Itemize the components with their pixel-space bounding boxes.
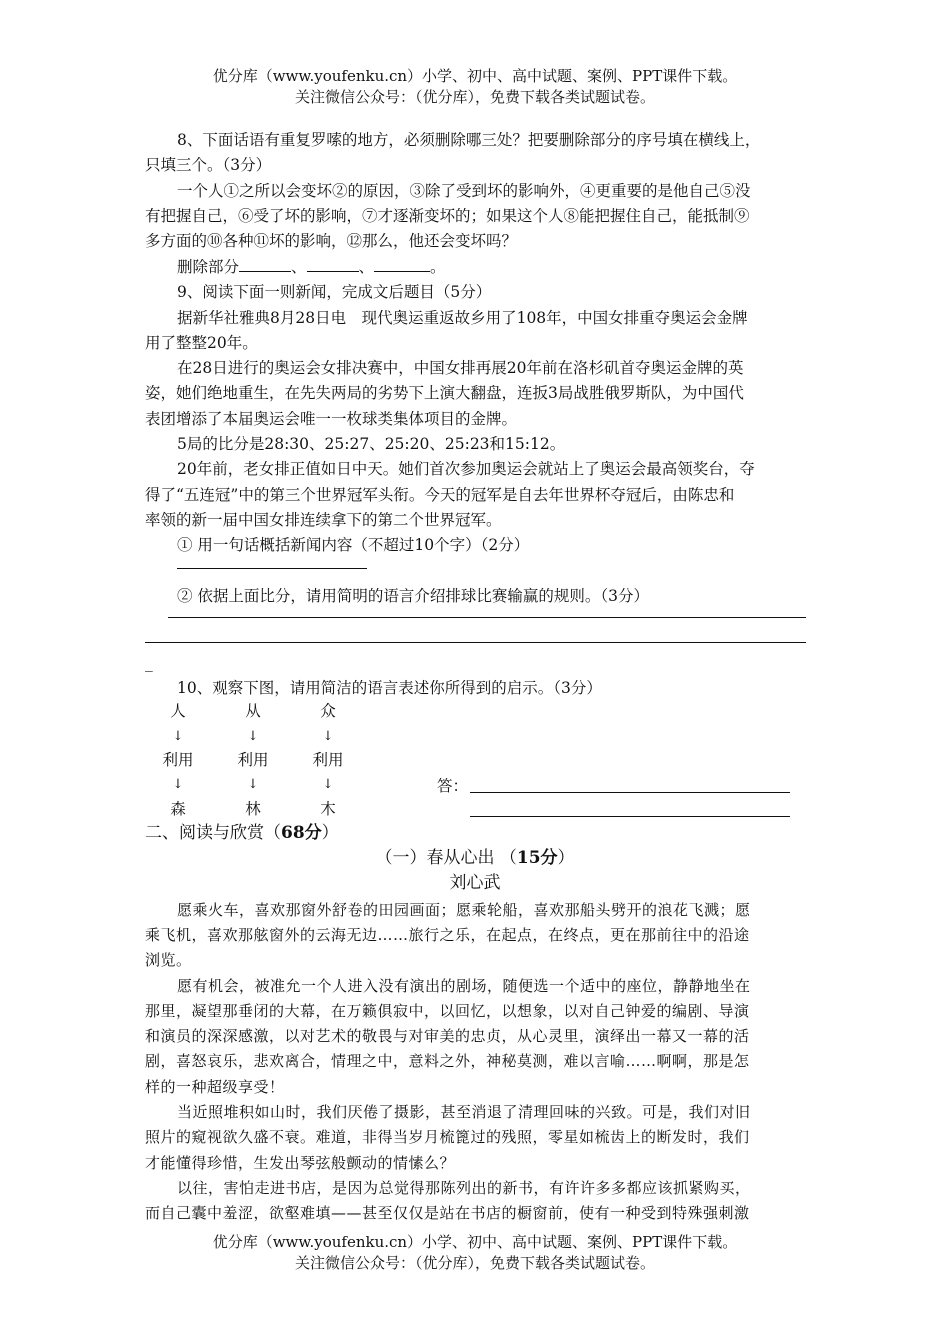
- essay-line: 当近照堆积如山时，我们厌倦了摄影，甚至消退了清理回味的兴致。可是，我们对旧: [177, 1103, 751, 1121]
- essay-line: 照片的窥视欲久盛不衰。难道，非得当岁月梳篦过的残照，零星如梳齿上的断发时，我们: [145, 1128, 750, 1146]
- q9-sub2: ② 依据上面比分，请用简明的语言介绍排球比赛输赢的规则。（3分）: [177, 587, 650, 605]
- essay-line: 才能懂得珍惜，生发出琴弦般颤动的情愫么？: [145, 1154, 456, 1172]
- diagram-top-2: 从: [245, 702, 261, 720]
- essay-line: 以往，害怕走进书店，是因为总觉得那陈列出的新书，有许许多多都应该抓紧购买，: [177, 1179, 751, 1197]
- q10-answer-label: 答：: [437, 777, 469, 795]
- essay-line: 愿乘火车，喜欢那窗外舒卷的田园画面；愿乘轮船，喜欢那船头劈开的浪花飞溅；愿: [177, 901, 751, 919]
- diagram-mid-1: 利用: [162, 751, 194, 769]
- diagram-mid-2: 利用: [237, 751, 269, 769]
- down-arrow-icon: ↓: [322, 729, 334, 744]
- essay-line: 而自己囊中羞涩，欲壑难填——甚至仅仅是站在书店的橱窗前，使有一种受到特殊强刺激: [145, 1204, 750, 1222]
- q9-p4-1: 20年前，老女排正值如日中天。她们首次参加奥运会就站上了奥运会最高领奖台，夺: [177, 460, 755, 478]
- diagram-top-3: 众: [320, 702, 336, 720]
- header-line-2: 关注微信公众号：（优分库），免费下载各类试题试卷。: [294, 88, 655, 106]
- q8-text-3: 多方面的⑩各种⑪坏的影响，⑫那么，他还会变坏吗？: [145, 232, 518, 250]
- footer-line-1: 优分库（www.youfenku.cn）小学、初中、高中试题、案例、PPT课件下载。: [212, 1233, 738, 1251]
- q9-p1-1: 据新华社雅典8月28日电 现代奥运重返故乡用了108年，中国女排重夺奥运会金牌: [177, 309, 748, 327]
- q8-sep-2: 、: [358, 258, 375, 276]
- q8-text-1: 一个人①之所以会变坏②的原因，③除了受到坏的影响外，④更重要的是他自己⑤没: [177, 182, 751, 200]
- q9-p2-1: 在28日进行的奥运会女排决赛中，中国女排再展20年前在洛杉矶首夺奥运金牌的英: [177, 359, 744, 377]
- essay-line: 那里，凝望那垂闭的大幕，在万籁俱寂中，以回忆，以想象，以对自己钟爱的编剧、导演: [145, 1002, 750, 1020]
- diagram-bottom-2: 林: [245, 800, 261, 818]
- q8-blank-3[interactable]: [374, 256, 430, 272]
- q9-p4-3: 率领的新一届中国女排连续拿下的第二个世界冠军。: [145, 511, 502, 529]
- diagram-mid-3: 利用: [312, 751, 344, 769]
- q9-sub2-answer-line-2[interactable]: [145, 642, 806, 643]
- footer-line-2: 关注微信公众号：（优分库），免费下载各类试题试卷。: [294, 1254, 655, 1272]
- down-arrow-icon: ↓: [172, 729, 184, 744]
- essay-line: 样的一种超级享受！: [145, 1078, 285, 1096]
- q9-sub1: ① 用一句话概括新闻内容（不超过10个字）（2分）: [177, 536, 530, 554]
- essay-line: 剧，喜怒哀乐，悲欢离合，情理之中，意料之外，神秘莫测，难以言喻……啊啊，那是怎: [145, 1052, 750, 1070]
- header-line-1: 优分库（www.youfenku.cn）小学、初中、高中试题、案例、PPT课件下载。: [212, 67, 738, 85]
- q8-answer-label: 删除部分: [177, 258, 240, 276]
- q8-sep-1: 、: [291, 258, 307, 276]
- down-arrow-icon: ↓: [322, 777, 334, 792]
- essay-author: 刘心武: [449, 873, 501, 893]
- q8-end: 。: [430, 258, 446, 276]
- down-arrow-icon: ↓: [172, 777, 184, 792]
- q8-blank-2[interactable]: [307, 256, 359, 272]
- essay-line: 和演员的深深感激，以对艺术的敬畏与对审美的忠贞，从心灵里，演绎出一幕又一幕的活: [145, 1027, 750, 1045]
- down-arrow-icon: ↓: [247, 777, 259, 792]
- diagram-bottom-3: 木: [320, 800, 336, 818]
- q9-stray-mark: _: [145, 654, 153, 672]
- q8-answer-line: [177, 254, 810, 280]
- q10-answer-line-1[interactable]: [470, 792, 790, 793]
- q9-sub2-answer-line-1[interactable]: [168, 617, 806, 618]
- section-2-title: 二、阅读与欣赏（68分）: [145, 823, 339, 843]
- q9-p3: 5局的比分是28:30、25:27、25:20、25:23和15:12。: [177, 435, 566, 453]
- q8-title-2: 只填三个。（3分）: [145, 156, 272, 174]
- q9-title: 9、阅读下面一则新闻，完成文后题目（5分）: [177, 283, 492, 301]
- essay-title: （一）春从心出 （15分）: [375, 848, 575, 868]
- q9-p2-2: 姿，她们绝地重生，在先失两局的劣势下上演大翻盘，连扳3局战胜俄罗斯队，为中国代: [145, 384, 744, 402]
- essay-line: 乘飞机，喜欢那舷窗外的云海无边……旅行之乐，在起点，在终点，更在那前往中的沿途: [145, 926, 750, 944]
- essay-line: 浏览。: [145, 951, 192, 969]
- q9-p1-2: 用了整整20年。: [145, 334, 258, 352]
- q9-sub1-answer-line[interactable]: [177, 568, 367, 569]
- down-arrow-icon: ↓: [247, 729, 259, 744]
- q10-answer-line-2[interactable]: [470, 816, 790, 817]
- q8-text-2: 有把握自己，⑥受了坏的影响，⑦才逐渐变坏的；如果这个人⑧能把握住自己，能抵制⑨: [145, 207, 750, 225]
- essay-line: 愿有机会，被准允一个人进入没有演出的剧场，随便选一个适中的座位，静静地坐在: [177, 977, 751, 995]
- q8-title-1: 8、下面话语有重复罗嗦的地方，必须删除哪三处？把要删除部分的序号填在横线上，: [177, 131, 761, 149]
- diagram-top-1: 人: [170, 702, 186, 720]
- q10-title: 10、观察下图，请用简洁的语言表述你所得到的启示。（3分）: [177, 679, 602, 697]
- q8-blank-1[interactable]: [239, 256, 291, 272]
- q9-p2-3: 表团增添了本届奥运会唯一一枚球类集体项目的金牌。: [145, 410, 518, 428]
- q9-p4-2: 得了“五连冠”中的第三个世界冠军头衔。今天的冠军是自去年世界杯夺冠后，由陈忠和: [145, 486, 735, 504]
- diagram-bottom-1: 森: [170, 800, 186, 818]
